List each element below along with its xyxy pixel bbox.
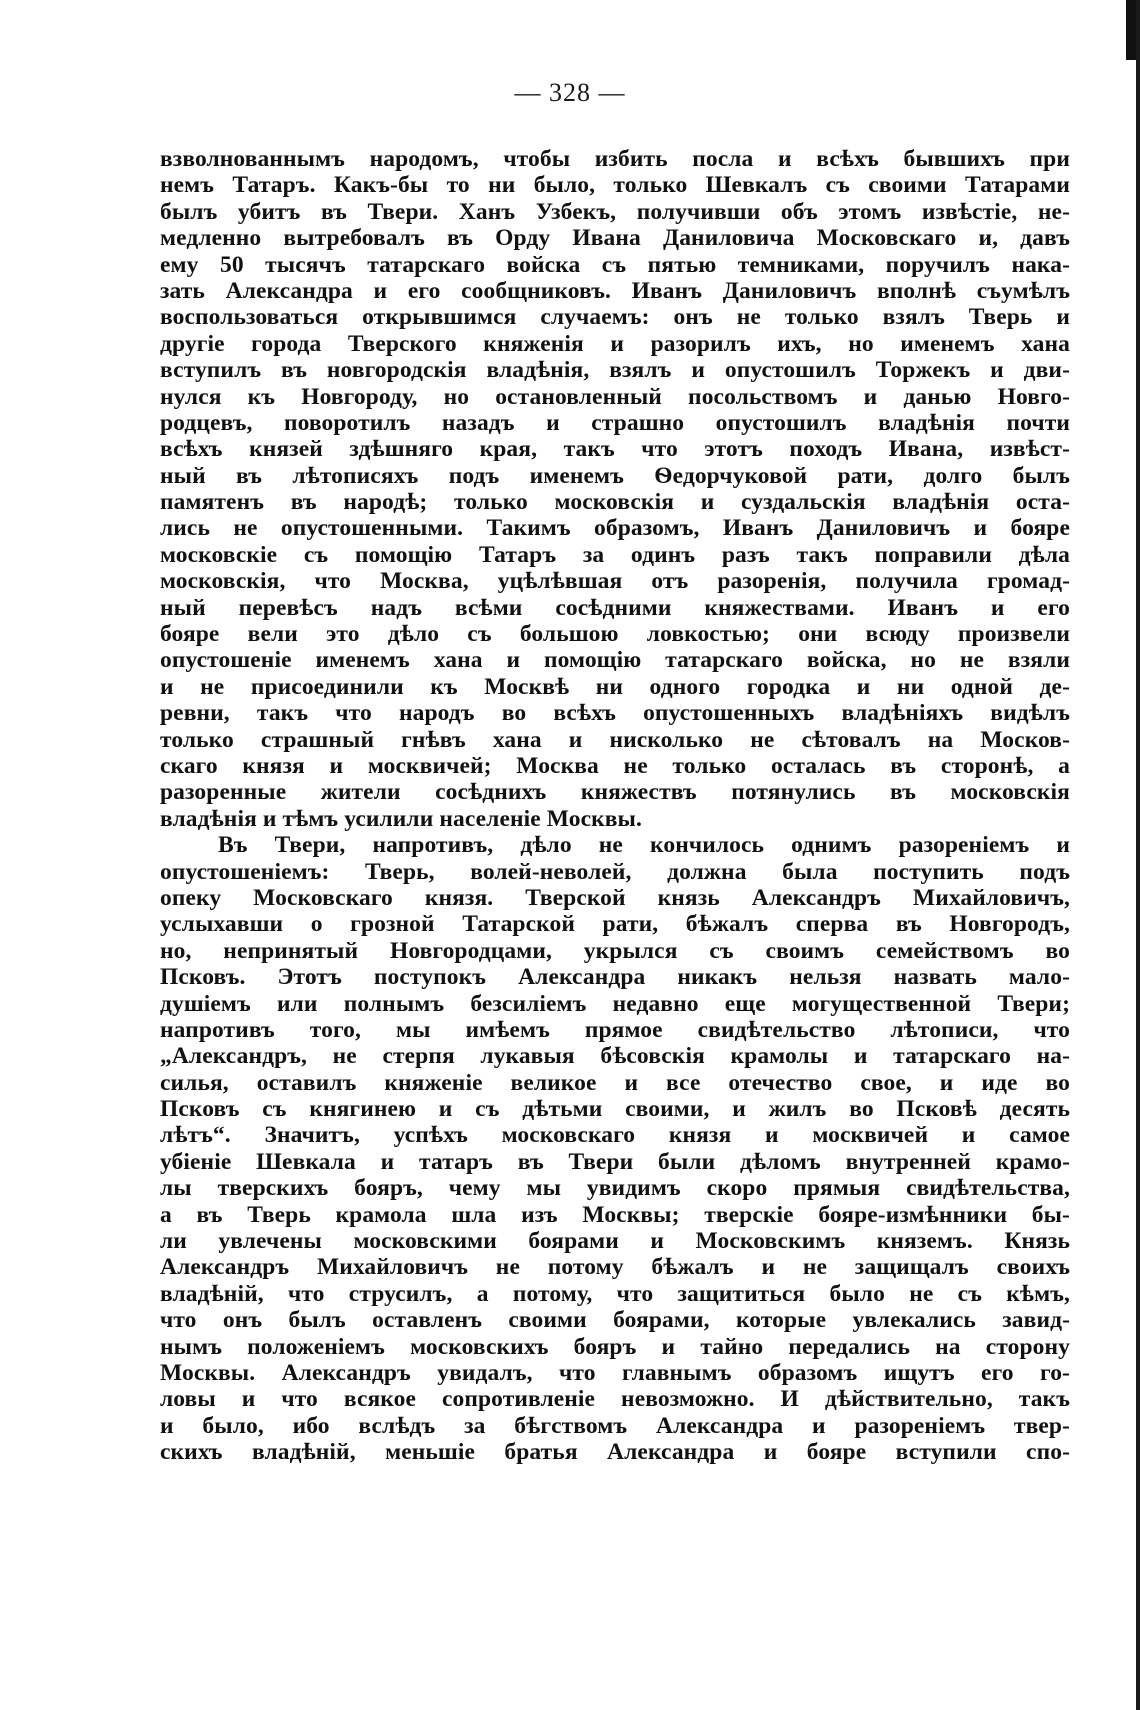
text-line: ревни, такъ что народъ во всѣхъ опустошенныхъ владѣніяхъ видѣлъ xyxy=(160,700,1070,727)
text-line: владѣній, что струсилъ, а потому, что защититься было не съ кѣмъ, xyxy=(160,1280,1070,1307)
text-line: ему 50 тысячъ татарскаго войска съ пятью темниками, поручилъ нака- xyxy=(160,251,1070,278)
text-line: нымъ положеніемъ московскихъ бояръ и тайно передались на сторону xyxy=(160,1333,1070,1360)
binding-edge-mark xyxy=(1126,0,1136,60)
text-line: Александръ Михайловичъ не потому бѣжалъ и не защищалъ своихъ xyxy=(160,1254,1070,1281)
text-line: другіе города Тверского княженія и разорилъ ихъ, но именемъ хана xyxy=(160,330,1070,357)
text-line: услыхавши о грозной Татарской рати, бѣжалъ сперва въ Новгородъ, xyxy=(160,911,1070,938)
text-line: Москвы. Александръ увидалъ, что главнымъ образомъ ищутъ его го- xyxy=(160,1359,1070,1386)
text-line: „Александръ, не стерпя лукавыя бѣсовскія крамолы и татарскаго на- xyxy=(160,1043,1070,1070)
text-line: скаго князя и москвичей; Москва не только осталась въ сторонѣ, а xyxy=(160,752,1070,779)
text-line: разоренные жители сосѣднихъ княжествъ потянулись въ московскія xyxy=(160,779,1070,806)
text-line: только страшный гнѣвъ хана и нисколько не сѣтовалъ на Москов- xyxy=(160,726,1070,753)
text-line: лись не опустошенными. Такимъ образомъ, Иванъ Даниловичъ и бояре xyxy=(160,515,1070,542)
text-line: ли увлечены московскими боярами и Московскимъ княземъ. Князь xyxy=(160,1228,1070,1255)
text-line: ловы и что всякое сопротивленіе невозможно. И дѣйствительно, такъ xyxy=(160,1386,1070,1413)
text-line: былъ убитъ въ Твери. Ханъ Узбекъ, получивши объ этомъ извѣстіе, не- xyxy=(160,198,1070,225)
text-line: душіемъ или полнымъ безсиліемъ недавно еще могущественной Твери; xyxy=(160,990,1070,1017)
text-line: ный перевѣсъ надъ всѣми сосѣдними княжествами. Иванъ и его xyxy=(160,594,1070,621)
paragraph-2 xyxy=(160,832,1070,1465)
text-line: московскіе съ помощію Татаръ за одинъ разъ такъ поправили дѣла xyxy=(160,541,1070,568)
text-line: скихъ владѣній, меньшіе братья Александра и бояре вступили спо- xyxy=(160,1439,1070,1466)
text-line: что онъ былъ оставленъ своими боярами, которые увлекались завид- xyxy=(160,1307,1070,1334)
text-line: Въ Твери, напротивъ, дѣло не кончилось однимъ разореніемъ и xyxy=(218,832,1070,859)
text-line: лы тверскихъ бояръ, чему мы увидимъ скоро прямыя свидѣтельства, xyxy=(160,1175,1070,1202)
text-line: нулся къ Новгороду, но остановленный посольствомъ и данью Новго- xyxy=(160,383,1070,410)
text-line: родцевъ, поворотилъ назадъ и страшно опустошилъ владѣнія почти xyxy=(160,409,1070,436)
paragraph-1 xyxy=(160,146,1070,832)
text-line: и не присоединили къ Москвѣ ни одного городка и ни одной де- xyxy=(160,673,1070,700)
text-line: опустошеніе именемъ хана и помощію татарскаго войска, но не взяли xyxy=(160,647,1070,674)
text-line: немъ Татаръ. Какъ-бы то ни было, только Шевкалъ съ своими Татарами xyxy=(160,172,1070,199)
text-line: бояре вели это дѣло съ большою ловкостью; они всюду произвели xyxy=(160,621,1070,648)
text-line: Псковъ. Этотъ поступокъ Александра никакъ нельзя назвать мало- xyxy=(160,964,1070,991)
text-line: ный въ лѣтописяхъ подъ именемъ Ѳедорчуковой рати, долго былъ xyxy=(160,462,1070,489)
text-line: воспользоваться открывшимся случаемъ: онъ не только взялъ Тверь и xyxy=(160,304,1070,331)
text-line: вступилъ въ новгородскія владѣнія, взялъ и опустошилъ Торжекъ и дви- xyxy=(160,357,1070,384)
text-line: взволнованнымъ народомъ, чтобы избить посла и всѣхъ бывшихъ при xyxy=(160,146,1070,172)
text-line: а въ Тверь крамола шла изъ Москвы; тверскіе бояре-измѣнники бы- xyxy=(160,1201,1070,1228)
binding-edge xyxy=(1136,0,1140,1710)
text-line: всѣхъ князей здѣшняго края, такъ что этотъ походъ Ивана, извѣст- xyxy=(160,436,1070,463)
body-text xyxy=(160,146,1070,1466)
text-line: владѣнія и тѣмъ усилили населеніе Москвы. xyxy=(160,805,642,832)
page-number: — 328 — xyxy=(514,78,626,107)
text-line: силья, оставилъ княженіе великое и все отечество свое, и иде во xyxy=(160,1069,1070,1096)
text-line: опеку Московскаго князя. Тверской князь Александръ Михайловичъ, xyxy=(160,884,1070,911)
text-line: убіеніе Шевкала и татаръ въ Твери были дѣломъ внутренней крамо- xyxy=(160,1148,1070,1175)
text-line: медленно вытребовалъ въ Орду Ивана Даниловича Московскаго и, давъ xyxy=(160,225,1070,252)
text-line: напротивъ того, мы имѣемъ прямое свидѣтельство лѣтописи, что xyxy=(160,1016,1070,1043)
text-line: опустошеніемъ: Тверь, волей-неволей, должна была поступить подъ xyxy=(160,858,1070,885)
text-line: памятенъ въ народѣ; только московскія и суздальскія владѣнія оста- xyxy=(160,489,1070,516)
text-line: и было, ибо вслѣдъ за бѣгствомъ Александра и разореніемъ твер- xyxy=(160,1412,1070,1439)
text-line: зать Александра и его сообщниковъ. Иванъ Даниловичъ вполнѣ съумѣлъ xyxy=(160,277,1070,304)
text-line: московскія, что Москва, уцѣлѣвшая отъ разоренія, получила громад- xyxy=(160,568,1070,595)
text-line: но, непринятый Новгородцами, укрылся съ своимъ семействомъ во xyxy=(160,937,1070,964)
text-line: Псковъ съ княгинею и съ дѣтьми своими, и жилъ во Псковѣ десять xyxy=(160,1096,1070,1123)
text-line: лѣтъ“. Значитъ, успѣхъ московскаго князя и москвичей и самое xyxy=(160,1122,1070,1149)
